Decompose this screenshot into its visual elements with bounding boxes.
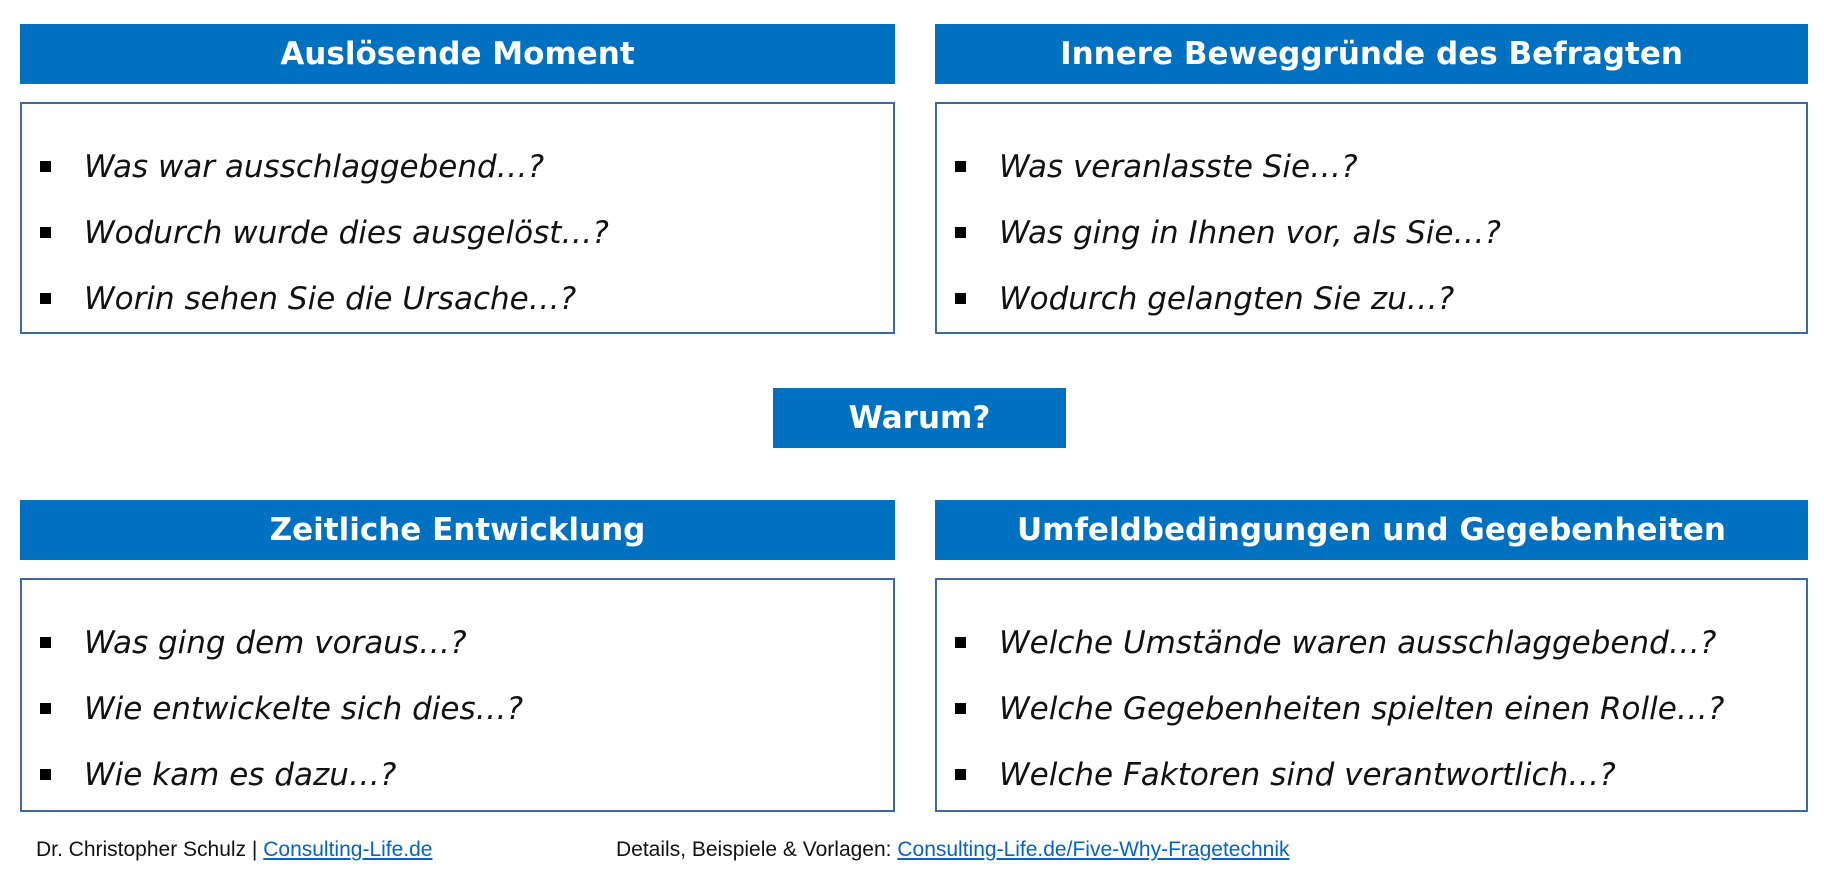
question-text: Wodurch wurde dies ausgelöst…? xyxy=(84,215,609,251)
author-site-link[interactable]: Consulting-Life.de xyxy=(263,838,433,861)
square-bullet-icon xyxy=(40,769,51,780)
list-item xyxy=(22,752,893,818)
question-text: Wie entwickelte sich dies…? xyxy=(84,691,524,727)
quadrant-box-zeitliche-entwicklung xyxy=(20,578,895,812)
question-text: Wie kam es dazu…? xyxy=(84,757,397,793)
question-text: Welche Faktoren sind verantwortlich…? xyxy=(999,757,1616,793)
quadrant-box-ausloesende-moment xyxy=(20,102,895,334)
center-label-warum: Warum? xyxy=(773,388,1066,448)
question-list xyxy=(22,144,893,342)
square-bullet-icon xyxy=(955,703,966,714)
quadrant-box-umfeldbedingungen xyxy=(935,578,1808,812)
question-text: Was war ausschlaggebend…? xyxy=(84,149,545,185)
author-name: Dr. Christopher Schulz | xyxy=(36,838,258,861)
list-item xyxy=(22,276,893,342)
square-bullet-icon xyxy=(955,293,966,304)
question-text: Wodurch gelangten Sie zu…? xyxy=(999,281,1455,317)
square-bullet-icon xyxy=(40,227,51,238)
list-item xyxy=(937,210,1806,276)
details-link[interactable]: Consulting-Life.de/Five-Why-Fragetechnik xyxy=(897,838,1290,861)
square-bullet-icon xyxy=(40,161,51,172)
list-item xyxy=(937,686,1806,752)
question-list xyxy=(22,620,893,818)
footer-details xyxy=(616,838,1290,862)
list-item xyxy=(22,144,893,210)
square-bullet-icon xyxy=(40,293,51,304)
square-bullet-icon xyxy=(955,637,966,648)
question-list xyxy=(937,144,1806,342)
footer-author xyxy=(36,838,433,862)
quadrant-title-zeitliche-entwicklung: Zeitliche Entwicklung xyxy=(20,500,895,560)
square-bullet-icon xyxy=(40,637,51,648)
list-item xyxy=(937,276,1806,342)
square-bullet-icon xyxy=(40,703,51,714)
list-item xyxy=(22,686,893,752)
list-item xyxy=(22,210,893,276)
details-prefix: Details, Beispiele & Vorlagen: xyxy=(616,838,892,861)
question-text: Was ging in Ihnen vor, als Sie…? xyxy=(999,215,1501,251)
square-bullet-icon xyxy=(955,161,966,172)
square-bullet-icon xyxy=(955,769,966,780)
list-item xyxy=(937,144,1806,210)
square-bullet-icon xyxy=(955,227,966,238)
quadrant-title-umfeldbedingungen: Umfeldbedingungen und Gegebenheiten xyxy=(935,500,1808,560)
list-item xyxy=(937,620,1806,686)
question-text: Welche Gegebenheiten spielten einen Rolle…? xyxy=(999,691,1725,727)
quadrant-box-innere-beweggruende xyxy=(935,102,1808,334)
question-text: Was ging dem voraus…? xyxy=(84,625,467,661)
list-item xyxy=(22,620,893,686)
question-text: Worin sehen Sie die Ursache…? xyxy=(84,281,577,317)
question-text: Welche Umstände waren ausschlaggebend…? xyxy=(999,625,1717,661)
question-list xyxy=(937,620,1806,818)
quadrant-title-ausloesende-moment: Auslösende Moment xyxy=(20,24,895,84)
list-item xyxy=(937,752,1806,818)
question-text: Was veranlasste Sie…? xyxy=(999,149,1358,185)
quadrant-title-innere-beweggruende: Innere Beweggründe des Befragten xyxy=(935,24,1808,84)
